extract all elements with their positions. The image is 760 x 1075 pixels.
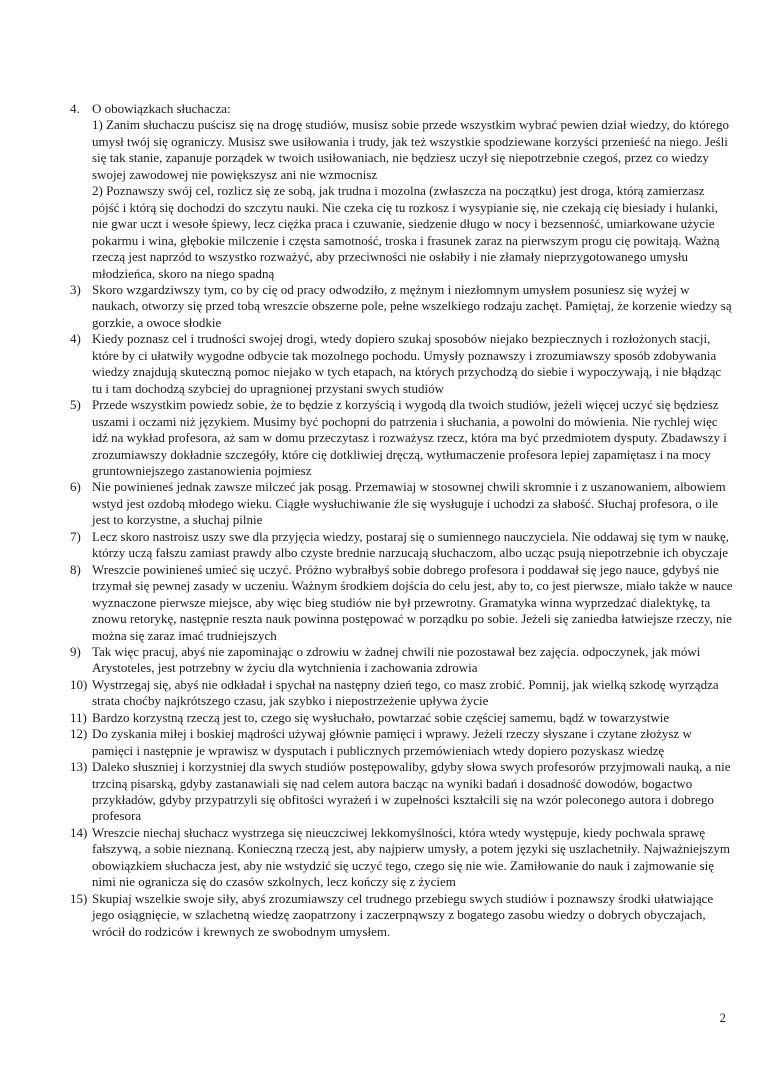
list-item [70, 825, 734, 891]
paragraph: 2) Poznawszy swój cel, rozlicz się ze sobą, jak trudna i mozolna (zwłaszcza na początku) jest droga, którą zamierzasz pójść i którą się dochodzi do szczytu nauki. Nie czeka cię tu rozkosz i wysypianie się, nie czekają cię biesiady i hulanki, nie gwar uczt i wesołe śpiewy, lecz ciężka praca i czuwanie, siedzenie długo w nocy i bezsenność, umiarkowane użycie pokarmu i wina, głębokie milczenie i częsta samotność, troska i frasunek zaraz na pierwszym progu cię powitają. Ważną rzeczą jest naprzód to wszystko rozważyć, aby przeciwności nie osłabiły i nie złamały nieprzygotowanego umysłu młodzieńca, skoro na niego spadną [92, 183, 720, 281]
paragraph: Lecz skoro nastroisz uszy swe dla przyjęcia wiedzy, postaraj się o sumiennego nauczyciela. Nie oddawaj się tym w naukę, którzy uczą fałszu zamiast prawdy albo czyste brednie narzucają słuchaczom, albo ucząc psują niepotrzebnie ich obyczaje [92, 528, 730, 561]
list-item [70, 710, 734, 726]
paragraph: Bardzo korzystną rzeczą jest to, czego się wysłuchało, powtarzać sobie częściej samemu, bądź w towarzystwie [92, 709, 670, 725]
list-item-text [92, 677, 734, 710]
page-number: 2 [719, 1010, 726, 1025]
list-item-text [92, 101, 734, 282]
list-item-marker: 13) [70, 759, 88, 775]
list-item [70, 331, 734, 397]
section-heading: O obowiązkach słuchacza: [92, 101, 231, 116]
list-item-marker: 15) [70, 890, 88, 906]
list-item [70, 101, 734, 282]
list-item-marker: 4. [70, 101, 80, 116]
list-item [70, 562, 734, 644]
list-item-text [92, 644, 734, 677]
paragraph: Wreszcie niechaj słuchacz wystrzega się nieuczciwej lekkomyślności, która wtedy występuje, kiedy pochwala sprawę fałszywą, a sobie nieznaną. Konieczną rzeczą jest, aby najpierw umysły, a potem języki się uszlachetniły. Najważniejszym obowiązkiem słuchacza jest, aby nie wstydzić się uczyć tego, czego się nie wie. Zamiłowanie do nauk i zajmowanie się nimi nie ogranicza się do czasów szkolnych, lecz kończy się z życiem [92, 824, 730, 890]
paragraph: Kiedy poznasz cel i trudności swojej drogi, wtedy dopiero szukaj sposobów niejako bezpiecznych i rozłożonych stacji, które by ci ułatwiły wygodne odbycie tak mozolnego pochodu. Umysły poznawszy i zrozumiawszy sposób zdobywania wiedzy znajdują skuteczną pomoc niejako w tych etapach, na których przychodzą do siebie i wypoczywają, i nie błądząc tu i tam dochodzą szybciej do upragnionej przystani swych studiów [92, 331, 722, 396]
list-item [70, 397, 734, 479]
paragraph: Daleko słuszniej i korzystniej dla swych studiów postępowaliby, gdyby słowa swych profesorów przyjmowali nauką, a nie trzciną pisarską, gdyby zastanawiali się nad celem autora bacząc na wyniki badań i dosadność dowodów, bogactwo przykładów, gdyby przypatrzyli się obfitości wyrażeń i w zupełności kształcili się na wzór poleconego autora i dobrego profesora [92, 759, 731, 824]
paragraph: 1) Zanim słuchaczu puścisz się na drogę studiów, musisz sobie przede wszystkim wybrać pewien dział wiedzy, do którego umysł twój się ograniczy. Musisz swe usiłowania i trudy, jak też wszystkie spodziewane korzyści przenieść na niego. Jeśli się tak stanie, zapanuje porządek w twoich usiłowaniach, nie będziesz uczył się niepotrzebnie czegoś, przez co wiedzy swojej zawodowej nie powiększysz ani nie wzmocnisz [92, 117, 729, 182]
list-item-marker: 5) [70, 397, 81, 413]
list-item-text [92, 710, 734, 726]
list-item-text [92, 331, 734, 397]
list-item [70, 644, 734, 677]
list-item-text [92, 759, 734, 825]
list-item-marker: 4) [70, 331, 81, 347]
list-item-marker: 11) [70, 709, 87, 725]
list-item-text [92, 397, 734, 479]
paragraph: Do zyskania miłej i boskiej mądrości używaj głównie pamięci i wprawy. Jeżeli rzeczy słyszane i czytane złożysz w pamięci i następnie je wprawisz w dysputach i publicznych przemówieniach wtedy dopiero pozyskasz wiedzę [92, 726, 692, 758]
list-item-text [92, 562, 734, 644]
paragraph: Wreszcie powinieneś umieć się uczyć. Próżno wybrałbyś sobie dobrego profesora i poddawał się jego nauce, gdybyś nie trzymał się pewnej zasady w uczeniu. Ważnym środkiem dojścia do celu jest, aby to, co jest pierwsze, miało także w nauce wyznaczone pierwsze miejsce, aby więc bieg studiów nie był przewrotny. Gramatyka winna wyprzedzać dialektykę, ta znowu retorykę, następnie reszta nauk powinna postępować w porządku po sobie. Jeżeli się zaniedba łatwiejsze rzeczy, nie można się zaraz imać trudniejszych [92, 561, 733, 643]
list-item-text [92, 479, 734, 528]
paragraph: Skupiaj wszelkie swoje siły, abyś zrozumiawszy cel trudnego przebiegu swych studiów i poznawszy środki ułatwiające jego osiągnięcie, w szlachetną wiedzę zaopatrzony i zaczerpnąwszy z bogatego zasobu wiedzy o dobrych obyczajach, wrócił do rodziców i krewnych ze swobodnym umysłem. [92, 890, 714, 939]
list-item-marker: 10) [70, 676, 88, 692]
list-item [70, 282, 734, 331]
paragraph: Nie powinieneś jednak zawsze milczeć jak posąg. Przemawiaj w stosownej chwili skromnie i z uszanowaniem, albowiem wstyd jest ozdobą młodego wieku. Ciągłe wysłuchiwanie źle się wysługuje i uchodzi za słabość. Słuchaj profesora, o ile jest to korzystne, a słuchaj pilnie [92, 479, 726, 528]
document-body [70, 101, 734, 940]
list-item [70, 479, 734, 528]
list-item-marker: 12) [70, 726, 88, 742]
list-item-text [92, 891, 734, 940]
paragraph: Tak więc pracuj, abyś nie zapominając o zdrowiu w żadnej chwili nie pozostawał bez zajęcia. odpoczynek, jak mówi Arystoteles, jest potrzebny w życiu dla wytchnienia i zachowania zdrowia [92, 643, 701, 676]
list-item-marker: 8) [70, 561, 81, 577]
paragraph: Przede wszystkim powiedz sobie, że to będzie z korzyścią i wygodą dla twoich studiów, jeżeli więcej uczyć się będziesz uszami i oczami niż językiem. Musimy być pochopni do patrzenia i słuchania, a powolni do mówienia. Nie rychlej więc idź na wykład profesora, aż sam w domu przeczytasz i rozważysz rzecz, która ma być przedmiotem dysputy. Zbadawszy i zrozumiawszy dokładnie szczegóły, które cię dotkliwiej dręczą, wytłumaczenie profesora lepiej zapamiętasz i na mocy gruntowniejszego zastanowienia pojmiesz [92, 397, 727, 478]
list-item [70, 891, 734, 940]
list-item-marker: 6) [70, 479, 81, 495]
list-item-marker: 3) [70, 281, 81, 297]
paragraph: Skoro wzgardziwszy tym, co by cię od pracy odwodziło, z mężnym i niezłomnym umysłem posuniesz się wyżej w naukach, otworzy się przed tobą wreszcie obszerne pole, pełne wszelkiego rodzaju zachęt. Pamiętaj, że korzenie wiedzy są gorzkie, a owoce słodkie [92, 281, 732, 330]
list-item-marker: 14) [70, 824, 88, 840]
list-item [70, 529, 734, 562]
list-item [70, 759, 734, 825]
list-item-text [92, 282, 734, 331]
list-item [70, 726, 734, 759]
list-item-text [92, 825, 734, 891]
list-item-marker: 7) [70, 528, 81, 544]
list-item-marker: 9) [70, 643, 81, 659]
list-item-text [92, 726, 734, 759]
list-item [70, 677, 734, 710]
paragraph: Wystrzegaj się, abyś nie odkładał i spychał na następny dzień tego, co masz zrobić. Pomnij, jak wielką szkodę wyrządza strata choćby najkrótszego czasu, jak szybko i niepostrzeżenie upływa życie [92, 676, 719, 709]
list-item-text [92, 529, 734, 562]
